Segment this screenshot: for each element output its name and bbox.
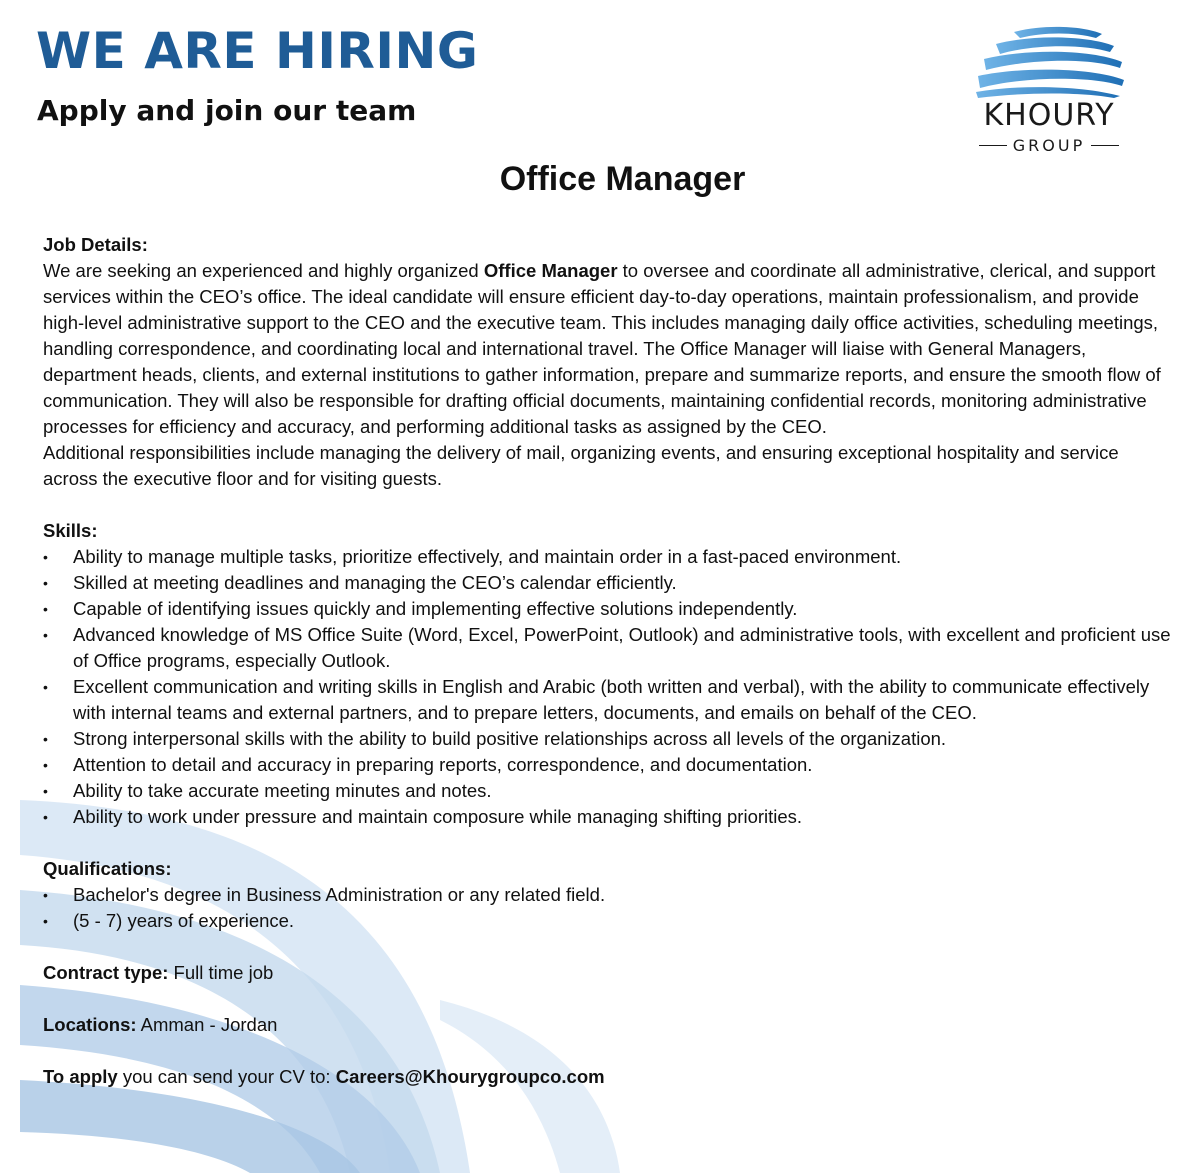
location-line [43,1012,1178,1038]
additional-responsibilities: Additional responsibilities include managing the delivery of mail, organizing events, and ensuring exceptional hospitality and service across the executive floor and for visiting guests. [43,442,1119,489]
tagline: Apply and join our team [37,94,417,127]
skill-item: • Ability to work under pressure and maintain composure while managing shifting priorities. [43,806,803,827]
logo-name: KHOURY [983,98,1115,133]
apply-text: you can send your CV to: [117,1066,336,1087]
logo-dash-right [1091,145,1119,147]
logo-sub-text: GROUP [1012,136,1086,155]
skill-item: • Excellent communication and writing skills in English and Arabic (both written and verbal), with the ability to communicate effectively with internal teams and external partners, and to prepare letters, documents, and emails on behalf of the CEO. [43,676,1150,723]
job-details-paragraph [43,258,1178,440]
skill-item: • Attention to detail and accuracy in preparing reports, correspondence, and documentation. [43,754,813,775]
qualification-item: • Bachelor's degree in Business Administration or any related field. [43,884,606,905]
apply-email-link[interactable]: Careers@Khourygroupco.com [335,1066,605,1087]
skill-item: • Ability to take accurate meeting minutes and notes. [43,780,492,801]
company-logo [966,20,1132,160]
hiring-headline: WE ARE HIRING [36,22,479,80]
logo-dash-left [979,145,1007,147]
qualifications-heading: Qualifications: [43,858,172,879]
contract-type-line [43,960,1178,986]
contract-type-label: Contract type: [43,962,169,983]
striped-sphere-logo-icon [974,24,1124,98]
job-title: Office Manager [499,160,746,198]
skill-item: • Advanced knowledge of MS Office Suite (Word, Excel, PowerPoint, Outlook) and administrative tools, with excellent and proficient use of Office programs, especially Outlook. [43,624,1171,671]
skill-item: • Ability to manage multiple tasks, prioritize effectively, and maintain order in a fast-paced environment. [43,546,902,567]
intro-text-rest: to oversee and coordinate all administrative, clerical, and support services within the CEO’s office. The ideal candidate will ensure efficient day-to-day operations, maintain professionalism, and provide high-level administrative support to the CEO and the executive team. This includes managing daily office activities, scheduling meetings, handling correspondence, and coordinating local and international travel. The Office Manager will liaise with General Managers, department heads, clients, and external institutions to gather information, prepare and summarize reports, and ensure the smooth flow of communication. They will also be responsible for drafting official documents, maintaining confidential records, monitoring administrative processes for efficiency and accuracy, and performing additional tasks as assigned by the CEO. [43,260,1161,437]
qualifications-list [43,882,1178,934]
job-details-heading: Job Details: [43,234,148,255]
logo-subtitle [966,136,1132,155]
skills-list [43,544,1178,830]
location-value: Amman - Jordan [136,1014,278,1035]
contract-type-value: Full time job [168,962,274,983]
job-posting-body [43,232,1178,1090]
qualification-item: • (5 - 7) years of experience. [43,910,295,931]
apply-line [43,1064,1178,1090]
skill-item: • Strong interpersonal skills with the ability to build positive relationships across all levels of the organization. [43,728,947,749]
intro-bold-role: Office Manager [483,260,618,281]
intro-text: We are seeking an experienced and highly organized [43,260,484,281]
location-label: Locations: [43,1014,137,1035]
skills-heading: Skills: [43,520,98,541]
skill-item: • Capable of identifying issues quickly and implementing effective solutions independently. [43,598,798,619]
apply-label: To apply [43,1066,118,1087]
skill-item: • Skilled at meeting deadlines and managing the CEO’s calendar efficiently. [43,572,677,593]
